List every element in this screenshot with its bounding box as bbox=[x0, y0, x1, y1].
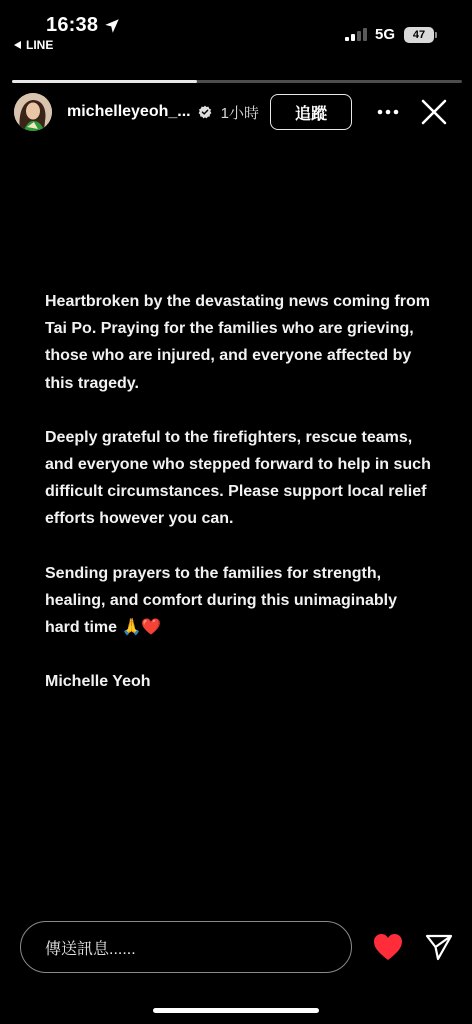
caption-paragraph-3-text: Sending prayers to the families for strength, healing, and comfort during this unimaginably hard time bbox=[45, 564, 398, 637]
close-icon[interactable] bbox=[420, 98, 448, 126]
status-time bbox=[46, 14, 121, 37]
heart-icon[interactable] bbox=[372, 932, 404, 962]
status-bar bbox=[0, 0, 472, 66]
username-link[interactable]: michelleyeoh_... bbox=[67, 103, 191, 120]
battery-level: 47 bbox=[412, 28, 426, 41]
story-progress-fill bbox=[12, 80, 197, 83]
story-progress-bar bbox=[12, 80, 462, 83]
location-arrow-icon bbox=[103, 17, 121, 35]
follow-button[interactable]: 追蹤 bbox=[270, 94, 352, 130]
post-time-ago: 1小時 bbox=[220, 104, 259, 122]
heart-emoji: ❤️ bbox=[141, 619, 162, 637]
battery-icon bbox=[404, 27, 434, 43]
caption-paragraph-2: Deeply grateful to the firefighters, rescue teams, and everyone who stepped forward to help in such difficult circumstances. Please support local relief efforts however you can. bbox=[45, 428, 431, 528]
avatar[interactable] bbox=[14, 93, 52, 131]
story-header bbox=[14, 92, 462, 132]
more-horizontal-icon bbox=[377, 109, 399, 115]
verified-badge-icon bbox=[198, 105, 212, 119]
caption-signature: Michelle Yeoh bbox=[45, 673, 151, 691]
caption-paragraph-3 bbox=[45, 560, 432, 642]
status-indicators bbox=[343, 26, 434, 43]
send-paper-plane-icon[interactable] bbox=[424, 932, 454, 962]
cellular-signal-icon bbox=[343, 28, 367, 41]
more-options-button[interactable] bbox=[376, 100, 400, 124]
status-time-text: 16:38 bbox=[46, 14, 99, 36]
story-caption bbox=[45, 288, 432, 722]
network-type: 5G bbox=[374, 26, 395, 43]
back-triangle-icon bbox=[14, 41, 21, 49]
send-message-input[interactable] bbox=[20, 921, 352, 973]
back-to-app-link[interactable] bbox=[14, 38, 53, 52]
send-message-placeholder: 傳送訊息...... bbox=[45, 940, 136, 958]
story-frame[interactable] bbox=[0, 70, 472, 910]
home-indicator bbox=[153, 1008, 319, 1013]
pray-emoji: 🙏 bbox=[121, 619, 142, 637]
caption-paragraph-1: Heartbroken by the devastating news coming from Tai Po. Praying for the families who are grieving, those who are injured, and everyone affected by this tragedy. bbox=[45, 293, 430, 392]
avatar-image bbox=[14, 93, 52, 131]
back-app-label: LINE bbox=[26, 38, 54, 52]
